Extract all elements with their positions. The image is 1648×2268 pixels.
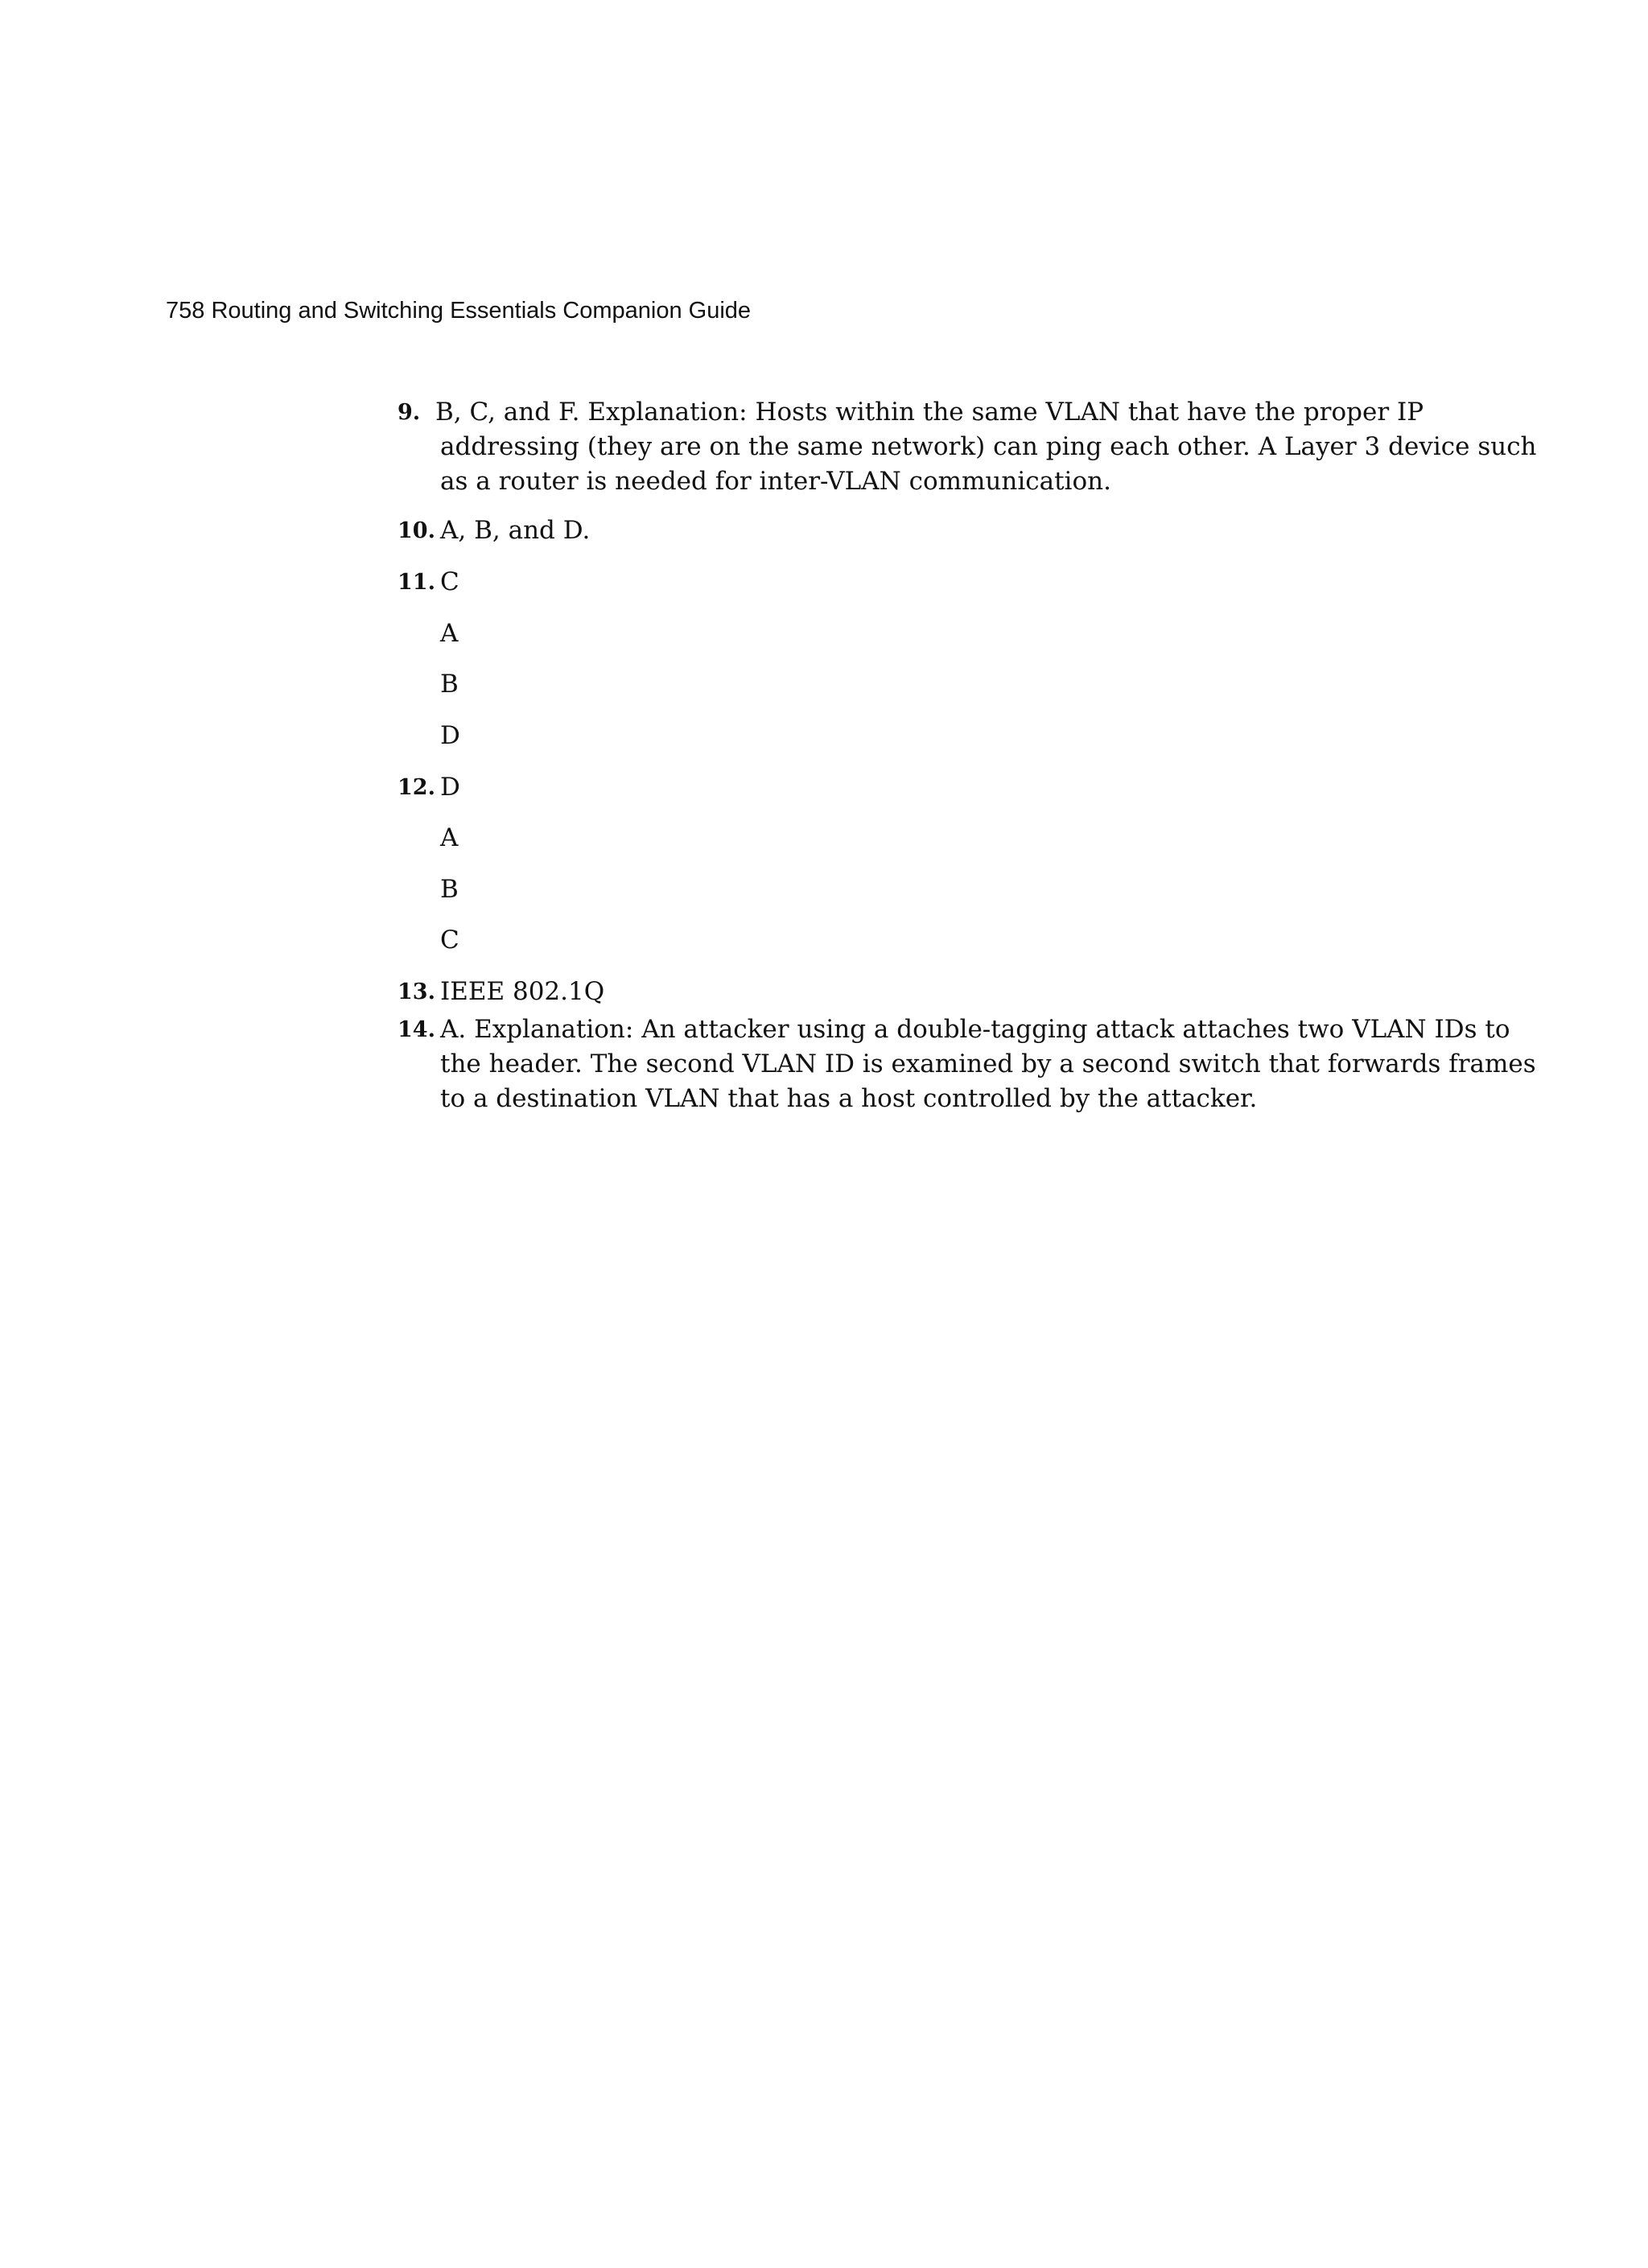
ordered-item: D bbox=[440, 773, 460, 802]
answer-text-line: the header. The second VLAN ID is examined by a second switch that forwards frames bbox=[440, 1049, 1536, 1078]
answer-number: 14. bbox=[398, 1017, 435, 1042]
answer-number: 13. bbox=[398, 979, 435, 1004]
answer-number: 9. bbox=[398, 400, 421, 425]
answer-text-line: to a destination VLAN that has a host controlled by the attacker. bbox=[440, 1084, 1258, 1113]
answer-text-line: IEEE 802.1Q bbox=[440, 977, 605, 1006]
ordered-item: B bbox=[440, 875, 459, 904]
answer-text-line: A, B, and D. bbox=[440, 516, 591, 545]
answer-number: 11. bbox=[398, 570, 435, 595]
running-header: 758 Routing and Switching Essentials Companion Guide bbox=[166, 298, 752, 324]
answer-text-line: A. Explanation: An attacker using a double-tagging attack attaches two VLAN IDs to bbox=[440, 1015, 1510, 1044]
answer-text-line: as a router is needed for inter-VLAN communication. bbox=[440, 467, 1111, 496]
ordered-item: A bbox=[440, 619, 459, 648]
ordered-item: C bbox=[440, 567, 459, 596]
ordered-item: C bbox=[440, 926, 459, 955]
answer-number: 12. bbox=[398, 775, 435, 800]
answer-text-line: B, C, and F. Explanation: Hosts within the same VLAN that have the proper IP bbox=[435, 398, 1424, 427]
ordered-item: B bbox=[440, 670, 459, 699]
ordered-item: D bbox=[440, 721, 460, 750]
ordered-item: A bbox=[440, 823, 459, 852]
answer-number: 10. bbox=[398, 518, 435, 543]
answer-text-line: addressing (they are on the same network) can ping each other. A Layer 3 device such bbox=[440, 432, 1537, 461]
